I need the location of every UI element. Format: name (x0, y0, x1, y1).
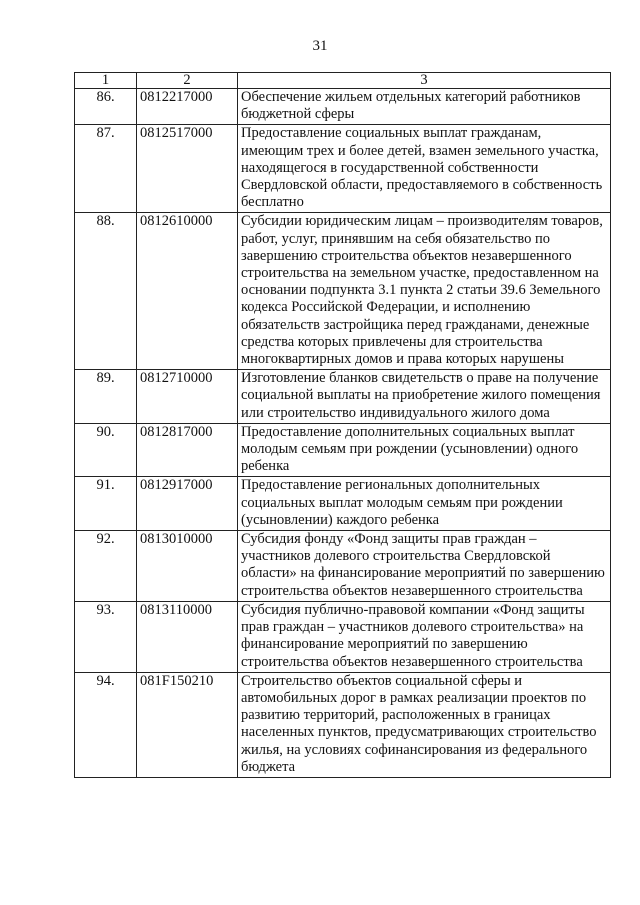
row-code: 0813110000 (137, 601, 238, 672)
table-row (75, 601, 611, 672)
table-row (75, 477, 611, 531)
row-description: Обеспечение жильем отдельных категорий работников бюджетной сферы (238, 89, 611, 125)
column-header-3: 3 (238, 73, 611, 89)
table-header-row (75, 73, 611, 89)
row-description: Субсидия фонду «Фонд защиты прав граждан – участников долевого строительства Свердловской области» на финансирование мероприятий по завершению строительства объектов незавершенного строительства (238, 531, 611, 602)
document-table (74, 72, 611, 778)
row-number: 94. (75, 672, 137, 777)
page-number: 31 (312, 38, 328, 54)
column-header-2: 2 (137, 73, 238, 89)
table-row (75, 672, 611, 777)
row-code: 0812710000 (137, 370, 238, 424)
row-description: Строительство объектов социальной сферы и автомобильных дорог в рамках реализации проектов по развитию территорий, расположенных в границах населенных пунктов, предусматривающих строительство жилья, на условиях софинансирования из федерального бюджета (238, 672, 611, 777)
row-number: 87. (75, 125, 137, 213)
row-code: 0813010000 (137, 531, 238, 602)
table-row (75, 531, 611, 602)
row-number: 93. (75, 601, 137, 672)
row-code: 0812517000 (137, 125, 238, 213)
row-number: 86. (75, 89, 137, 125)
table-row (75, 370, 611, 424)
row-code: 0812817000 (137, 423, 238, 477)
row-number: 90. (75, 423, 137, 477)
row-code: 0812610000 (137, 213, 238, 370)
table-row (75, 213, 611, 370)
row-description: Предоставление дополнительных социальных выплат молодым семьям при рождении (усыновлении) одного ребенка (238, 423, 611, 477)
row-number: 92. (75, 531, 137, 602)
row-number: 89. (75, 370, 137, 424)
table-row (75, 125, 611, 213)
row-description: Предоставление социальных выплат гражданам, имеющим трех и более детей, взамен земельного участка, находящегося в государственной собственности Свердловской области, предоставляемого в собственность бесплатно (238, 125, 611, 213)
row-description: Предоставление региональных дополнительных социальных выплат молодым семьям при рождении (усыновлении) каждого ребенка (238, 477, 611, 531)
row-code: 0812917000 (137, 477, 238, 531)
row-number: 88. (75, 213, 137, 370)
table-row (75, 89, 611, 125)
column-header-1: 1 (75, 73, 137, 89)
row-code: 081F150210 (137, 672, 238, 777)
table-row (75, 423, 611, 477)
row-description: Субсидия публично-правовой компании «Фонд защиты прав граждан – участников долевого строительства» на финансирование мероприятий по завершению строительства объектов незавершенного строительства (238, 601, 611, 672)
row-code: 0812217000 (137, 89, 238, 125)
row-description: Субсидии юридическим лицам – производителям товаров, работ, услуг, принявшим на себя обязательство по завершению строительства объектов незавершенного строительства на земельном участке, предоставленном на основании подпункта 3.1 пункта 2 статьи 39.6 Земельного кодекса Российской Федерации, и исполнению обязательств застройщика перед гражданами, денежные средства которых привлечены для строительства многоквартирных домов и права которых нарушены (238, 213, 611, 370)
row-number: 91. (75, 477, 137, 531)
row-description: Изготовление бланков свидетельств о праве на получение социальной выплаты на приобретение жилого помещения или строительство индивидуального жилого дома (238, 370, 611, 424)
